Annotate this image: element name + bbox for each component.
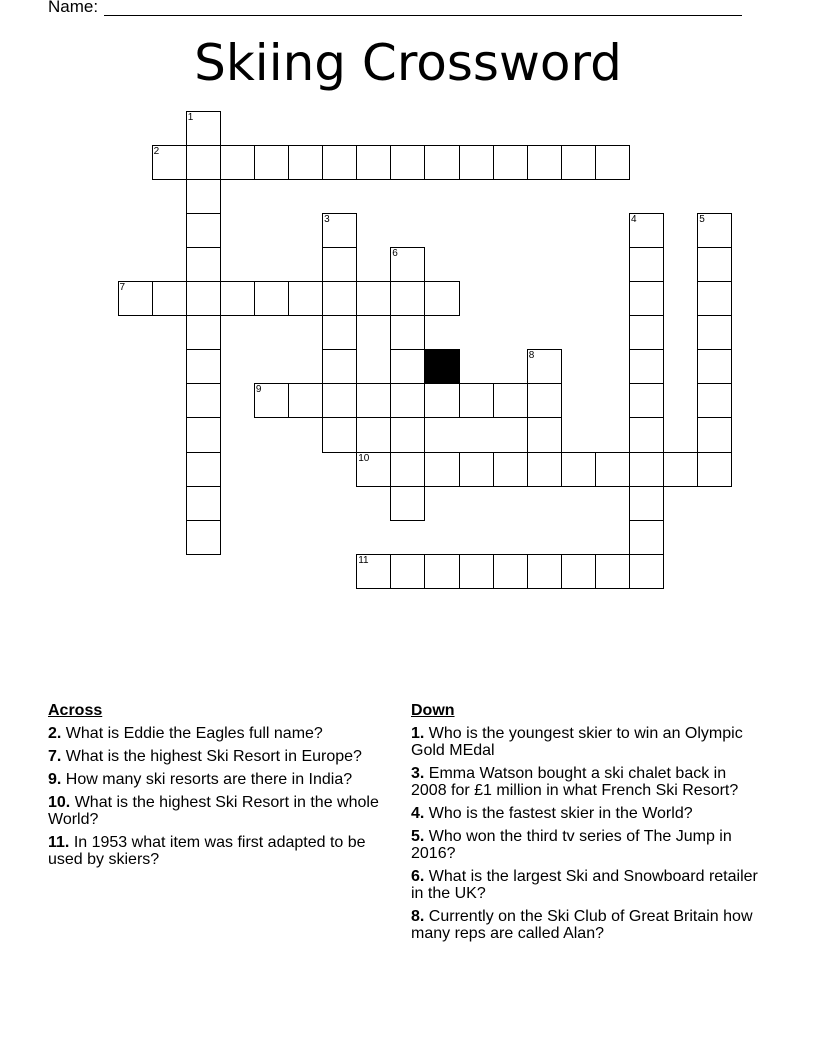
grid-cell[interactable]: [493, 452, 528, 487]
grid-cell[interactable]: [493, 383, 528, 418]
grid-cell[interactable]: [493, 554, 528, 589]
grid-cell[interactable]: [390, 417, 425, 452]
grid-cell[interactable]: [629, 486, 664, 521]
grid-cell[interactable]: [186, 179, 221, 214]
grid-cell[interactable]: [527, 349, 562, 384]
grid-cell[interactable]: [186, 247, 221, 282]
grid-cell[interactable]: [322, 247, 357, 282]
grid-cell[interactable]: [527, 417, 562, 452]
grid-cell[interactable]: [186, 520, 221, 555]
grid-cell[interactable]: [629, 383, 664, 418]
grid-cell[interactable]: [186, 452, 221, 487]
grid-cell[interactable]: [595, 554, 630, 589]
grid-cell[interactable]: [322, 213, 357, 248]
cell-number: 5: [699, 213, 705, 225]
grid-cell[interactable]: [629, 349, 664, 384]
grid-cell[interactable]: [390, 349, 425, 384]
grid-cell[interactable]: [527, 383, 562, 418]
grid-cell[interactable]: [493, 145, 528, 180]
clue-text: How many ski resorts are there in India?: [65, 771, 353, 788]
cell-number: 6: [392, 247, 398, 259]
grid-cell[interactable]: [424, 554, 459, 589]
clue-text: Currently on the Ski Club of Great Britain how many reps are called Alan?: [411, 908, 753, 942]
clue-text: Emma Watson bought a ski chalet back in 2008 for £1 million in what French Ski Resort?: [411, 765, 739, 799]
black-cell: [424, 349, 459, 384]
grid-cell[interactable]: [629, 452, 664, 487]
grid-cell[interactable]: [390, 486, 425, 521]
down-clue: [411, 868, 761, 902]
clue-text: Who won the third tv series of The Jump in 2016?: [411, 828, 732, 862]
grid-cell[interactable]: [424, 452, 459, 487]
grid-cell[interactable]: [356, 145, 391, 180]
across-heading: Across: [48, 702, 103, 719]
clue-number: 10.: [48, 794, 71, 811]
grid-cell[interactable]: [322, 145, 357, 180]
clue-number: 5.: [411, 828, 425, 845]
across-clue: [48, 725, 393, 742]
grid-cell[interactable]: [697, 213, 732, 248]
grid-cell[interactable]: [390, 315, 425, 350]
grid-cell[interactable]: [186, 486, 221, 521]
clue-number: 6.: [411, 868, 425, 885]
grid-cell[interactable]: [322, 349, 357, 384]
grid-cell[interactable]: [697, 349, 732, 384]
across-clue: [48, 834, 393, 868]
grid-cell[interactable]: [186, 111, 221, 146]
cell-number: 2: [153, 145, 160, 157]
grid-cell[interactable]: [459, 452, 494, 487]
grid-cell[interactable]: [356, 554, 391, 589]
grid-cell[interactable]: [390, 554, 425, 589]
grid-cell[interactable]: [152, 281, 187, 316]
grid-cell[interactable]: [254, 145, 289, 180]
grid-cell[interactable]: [629, 281, 664, 316]
clue-number: 7.: [48, 748, 62, 765]
cell-number: 4: [631, 213, 637, 225]
grid-cell[interactable]: [697, 247, 732, 282]
clue-number: 2.: [48, 725, 62, 742]
grid-cell[interactable]: [629, 213, 664, 248]
grid-cell[interactable]: [186, 213, 221, 248]
down-clue: [411, 828, 761, 862]
grid-cell[interactable]: [152, 145, 187, 180]
clue-text: Who is the fastest skier in the World?: [428, 805, 693, 822]
grid-cell[interactable]: [629, 315, 664, 350]
grid-cell[interactable]: [629, 247, 664, 282]
grid-cell[interactable]: [390, 452, 425, 487]
grid-cell[interactable]: [527, 554, 562, 589]
grid-cell[interactable]: [390, 383, 425, 418]
grid-cell[interactable]: [697, 452, 732, 487]
grid-cell[interactable]: [595, 452, 630, 487]
cell-number: 11: [358, 554, 369, 566]
clue-text: What is the largest Ski and Snowboard retailer in the UK?: [411, 868, 758, 902]
cell-number: 1: [187, 111, 194, 123]
grid-cell[interactable]: [322, 383, 357, 418]
grid-cell[interactable]: [390, 145, 425, 180]
grid-cell[interactable]: [288, 145, 323, 180]
grid-cell[interactable]: [322, 281, 357, 316]
grid-cell[interactable]: [697, 383, 732, 418]
grid-cell[interactable]: [356, 452, 391, 487]
grid-cell[interactable]: [390, 247, 425, 282]
grid-cell[interactable]: [459, 145, 494, 180]
grid-cell[interactable]: [186, 417, 221, 452]
clue-text: What is Eddie the Eagles full name?: [65, 725, 323, 742]
across-clue: [48, 771, 393, 788]
clue-number: 11.: [48, 834, 70, 851]
down-clue: [411, 765, 761, 799]
grid-cell[interactable]: [527, 452, 562, 487]
across-clue: [48, 794, 393, 828]
grid-cell[interactable]: [356, 281, 391, 316]
clue-text: Who is the youngest skier to win an Olympic Gold MEdal: [411, 725, 743, 759]
grid-cell[interactable]: [697, 417, 732, 452]
grid-cell[interactable]: [459, 383, 494, 418]
down-clue: [411, 805, 761, 822]
grid-cell[interactable]: [629, 417, 664, 452]
grid-cell[interactable]: [186, 281, 221, 316]
grid-cell[interactable]: [561, 145, 596, 180]
grid-cell[interactable]: [186, 383, 221, 418]
grid-cell[interactable]: [254, 383, 289, 418]
name-label: Name:: [48, 0, 99, 16]
grid-cell[interactable]: [697, 281, 732, 316]
across-clues: [48, 702, 393, 874]
clue-number: 3.: [411, 765, 425, 782]
grid-cell[interactable]: [561, 554, 596, 589]
grid-cell[interactable]: [424, 383, 459, 418]
grid-cell[interactable]: [629, 520, 664, 555]
grid-cell[interactable]: [629, 554, 664, 589]
cell-number: 3: [324, 213, 330, 225]
grid-cell[interactable]: [424, 145, 459, 180]
grid-cell[interactable]: [254, 281, 289, 316]
grid-cell[interactable]: [118, 281, 153, 316]
cell-number: 7: [119, 282, 126, 293]
grid-cell[interactable]: [527, 145, 562, 180]
down-clue: [411, 908, 761, 942]
clue-number: 9.: [48, 771, 62, 788]
grid-cell[interactable]: [561, 452, 596, 487]
grid-cell[interactable]: [186, 145, 221, 180]
grid-cell[interactable]: [288, 281, 323, 316]
down-clues: [411, 702, 761, 948]
grid-cell[interactable]: [356, 383, 391, 418]
grid-cell[interactable]: [288, 383, 323, 418]
cell-number: 8: [528, 350, 535, 362]
grid-cell[interactable]: [390, 281, 425, 316]
clue-text: What is the highest Ski Resort in Europe?: [65, 748, 362, 765]
down-heading: Down: [411, 702, 455, 719]
clue-text: What is the highest Ski Resort in the whole World?: [48, 794, 379, 828]
clue-number: 8.: [411, 908, 425, 925]
grid-cell[interactable]: [663, 452, 698, 487]
grid-cell[interactable]: [186, 315, 221, 350]
grid-cell[interactable]: [595, 145, 630, 180]
grid-cell[interactable]: [186, 349, 221, 384]
across-clue: [48, 748, 393, 765]
grid-cell[interactable]: [322, 417, 357, 452]
clue-number: 1.: [411, 725, 425, 742]
grid-cell[interactable]: [220, 145, 255, 180]
clue-number: 4.: [411, 805, 425, 822]
cell-number: 10: [358, 452, 370, 464]
grid-cell[interactable]: [220, 281, 255, 316]
cell-number: 9: [255, 384, 262, 396]
grid-cell[interactable]: [322, 315, 357, 350]
grid-cell[interactable]: [424, 281, 459, 316]
grid-cell[interactable]: [459, 554, 494, 589]
clue-text: In 1953 what item was first adapted to be used by skiers?: [48, 834, 366, 868]
down-clue: [411, 725, 761, 759]
grid-cell[interactable]: [697, 315, 732, 350]
page-title: Skiing Crossword: [194, 34, 622, 92]
